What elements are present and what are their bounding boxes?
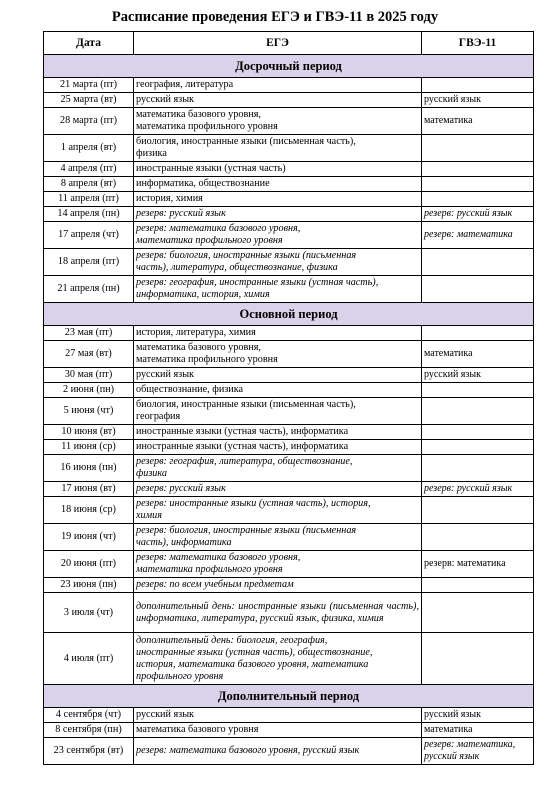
table-row (44, 341, 534, 368)
table-row (44, 135, 534, 162)
section-title: Дополнительный период (44, 685, 534, 708)
table-row (44, 578, 534, 593)
date-cell: 4 июля (пт) (44, 633, 134, 685)
ege-cell: русский язык (134, 368, 422, 383)
date-cell: 21 апреля (пн) (44, 276, 134, 303)
ege-cell: математика базового уровня (134, 723, 422, 738)
date-cell: 19 июня (чт) (44, 524, 134, 551)
ege-cell: резерв: биология, иностранные языки (письменная часть), литература, обществознание, физика (134, 249, 422, 276)
table-row (44, 398, 534, 425)
header-row (44, 32, 534, 55)
ege-cell: резерв: математика базового уровня, математика профильного уровня (134, 222, 422, 249)
date-cell: 20 июня (пт) (44, 551, 134, 578)
date-cell: 4 сентября (чт) (44, 708, 134, 723)
header-date: Дата (44, 32, 134, 55)
ege-cell: математика базового уровня, математика профильного уровня (134, 108, 422, 135)
gve-cell (422, 633, 534, 685)
date-cell: 30 мая (пт) (44, 368, 134, 383)
ege-cell: резерв: по всем учебным предметам (134, 578, 422, 593)
table-row (44, 177, 534, 192)
ege-cell: иностранные языки (устная часть), информатика (134, 440, 422, 455)
date-cell: 17 апреля (чт) (44, 222, 134, 249)
ege-cell: резерв: география, литература, обществознание, физика (134, 455, 422, 482)
date-cell: 16 июня (пн) (44, 455, 134, 482)
table-row (44, 276, 534, 303)
gve-cell (422, 383, 534, 398)
ege-cell: биология, иностранные языки (письменная часть), физика (134, 135, 422, 162)
schedule-body (44, 55, 534, 765)
date-cell: 21 марта (пт) (44, 78, 134, 93)
table-row (44, 738, 534, 765)
table-row (44, 497, 534, 524)
ege-cell: дополнительный день: иностранные языки (письменная часть), информатика, литература, русский язык, физика, химия (134, 593, 422, 633)
date-cell: 28 марта (пт) (44, 108, 134, 135)
gve-cell (422, 593, 534, 633)
gve-cell (422, 135, 534, 162)
date-cell: 18 апреля (пт) (44, 249, 134, 276)
table-row (44, 383, 534, 398)
gve-cell: русский язык (422, 708, 534, 723)
table-row (44, 93, 534, 108)
date-cell: 27 мая (вт) (44, 341, 134, 368)
gve-cell: резерв: математика (422, 551, 534, 578)
gve-cell: резерв: математика, русский язык (422, 738, 534, 765)
date-cell: 2 июня (пн) (44, 383, 134, 398)
gve-cell (422, 326, 534, 341)
gve-cell (422, 276, 534, 303)
ege-cell: резерв: биология, иностранные языки (письменная часть), информатика (134, 524, 422, 551)
table-row (44, 455, 534, 482)
date-cell: 25 марта (вт) (44, 93, 134, 108)
table-row (44, 78, 534, 93)
gve-cell (422, 524, 534, 551)
ege-cell: резерв: математика базового уровня, математика профильного уровня (134, 551, 422, 578)
ege-cell: информатика, обществознание (134, 177, 422, 192)
section-header-row (44, 303, 534, 326)
ege-cell: резерв: русский язык (134, 207, 422, 222)
ege-cell: дополнительный день: биология, география, иностранные языки (устная часть), обществознание, история, математика базового уровня, математика профильного уровня (134, 633, 422, 685)
section-header-row (44, 55, 534, 78)
table-row (44, 708, 534, 723)
header-gve: ГВЭ-11 (422, 32, 534, 55)
date-cell: 3 июля (чт) (44, 593, 134, 633)
ege-cell: обществознание, физика (134, 383, 422, 398)
date-cell: 8 апреля (вт) (44, 177, 134, 192)
date-cell: 10 июня (вт) (44, 425, 134, 440)
page-title: Расписание проведения ЕГЭ и ГВЭ-11 в 2025 году (111, 9, 439, 25)
date-cell: 18 июня (ср) (44, 497, 134, 524)
table-row (44, 192, 534, 207)
gve-cell (422, 455, 534, 482)
date-cell: 5 июня (чт) (44, 398, 134, 425)
table-row (44, 207, 534, 222)
header-ege: ЕГЭ (134, 32, 422, 55)
table-row (44, 551, 534, 578)
table-row (44, 425, 534, 440)
ege-cell: биология, иностранные языки (письменная часть), география (134, 398, 422, 425)
date-cell: 11 июня (ср) (44, 440, 134, 455)
ege-cell: резерв: география, иностранные языки (устная часть), информатика, история, химия (134, 276, 422, 303)
date-cell: 23 сентября (вт) (44, 738, 134, 765)
ege-cell: русский язык (134, 93, 422, 108)
gve-cell (422, 249, 534, 276)
gve-cell (422, 440, 534, 455)
date-cell: 1 апреля (вт) (44, 135, 134, 162)
date-cell: 14 апреля (пн) (44, 207, 134, 222)
gve-cell: резерв: математика (422, 222, 534, 249)
gve-cell (422, 425, 534, 440)
gve-cell: математика (422, 108, 534, 135)
ege-cell: география, литература (134, 78, 422, 93)
gve-cell (422, 192, 534, 207)
table-row (44, 326, 534, 341)
gve-cell: математика (422, 723, 534, 738)
ege-cell: математика базового уровня, математика профильного уровня (134, 341, 422, 368)
ege-cell: история, химия (134, 192, 422, 207)
table-row (44, 108, 534, 135)
ege-cell: история, литература, химия (134, 326, 422, 341)
date-cell: 4 апреля (пт) (44, 162, 134, 177)
gve-cell (422, 177, 534, 192)
gve-cell (422, 162, 534, 177)
table-row (44, 162, 534, 177)
ege-cell: резерв: иностранные языки (устная часть), история, химия (134, 497, 422, 524)
gve-cell (422, 497, 534, 524)
table-row (44, 249, 534, 276)
table-row (44, 222, 534, 249)
gve-cell (422, 398, 534, 425)
ege-cell: русский язык (134, 708, 422, 723)
table-row (44, 482, 534, 497)
ege-cell: резерв: математика базового уровня, русский язык (134, 738, 422, 765)
table-row (44, 593, 534, 633)
ege-cell: иностранные языки (устная часть), информатика (134, 425, 422, 440)
schedule-table (43, 31, 534, 765)
gve-cell: резерв: русский язык (422, 207, 534, 222)
table-row (44, 524, 534, 551)
table-row (44, 368, 534, 383)
date-cell: 23 мая (пт) (44, 326, 134, 341)
section-header-row (44, 685, 534, 708)
gve-cell (422, 578, 534, 593)
section-title: Основной период (44, 303, 534, 326)
date-cell: 17 июня (вт) (44, 482, 134, 497)
table-row (44, 633, 534, 685)
gve-cell: русский язык (422, 93, 534, 108)
gve-cell: математика (422, 341, 534, 368)
ege-cell: иностранные языки (устная часть) (134, 162, 422, 177)
ege-cell: резерв: русский язык (134, 482, 422, 497)
gve-cell: русский язык (422, 368, 534, 383)
gve-cell: резерв: русский язык (422, 482, 534, 497)
date-cell: 11 апреля (пт) (44, 192, 134, 207)
section-title: Досрочный период (44, 55, 534, 78)
table-row (44, 440, 534, 455)
table-row (44, 723, 534, 738)
date-cell: 23 июня (пн) (44, 578, 134, 593)
gve-cell (422, 78, 534, 93)
date-cell: 8 сентября (пн) (44, 723, 134, 738)
